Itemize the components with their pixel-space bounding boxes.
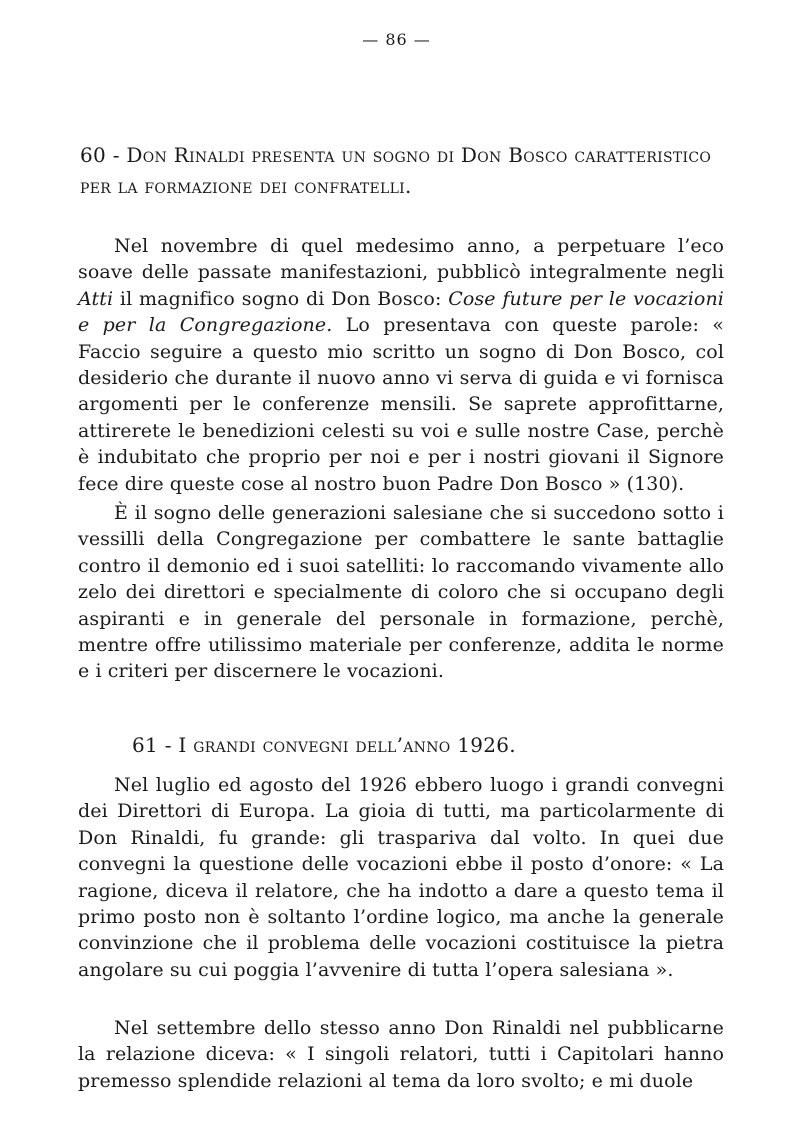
paragraph-text: il magnifico sogno di Don Bosco: <box>113 287 449 310</box>
paragraph-4 <box>78 1015 724 1094</box>
section-number: 60 - <box>80 143 127 167</box>
paragraph-text: È il sogno delle generazioni salesiane che si succedono sotto i vessilli della Congregazione per combattere le sante battaglie contro il demonio ed i suoi satelliti: lo raccomando vivamente allo zelo dei direttori e specialmente di coloro che si occupano degli aspiranti e in generale del personale in formazione, perchè, mentre offre utilissimo materiale per conferenze, addita le norme e i criteri per discernere le vocazioni. <box>78 502 724 683</box>
paragraph-text: Nel luglio ed agosto del 1926 ebbero luogo i grandi convegni dei Direttori di Europa. La gioia di tutti, ma particolarmente di Don Rinaldi, fu grande: gli traspariva dal volto. In quei due convegni la questione delle vocazioni ebbe il posto d’onore: « La ragione, diceva il relatore, che ha indotto a dare a questo tema il primo posto non è soltanto l’ordine logico, ma anche la generale convinzione che il problema delle vocazioni costituisce la pietra angolare su cui poggia l’avvenire di tutta l’opera salesiana ». <box>78 774 724 981</box>
paragraph-3 <box>78 772 724 983</box>
italic-text: Cose future per le vocazioni e per la Congregazione. <box>78 287 724 337</box>
section-title: I grandi convegni dell’anno 1926. <box>178 733 516 757</box>
paragraph-text: Lo presentava con queste parole: « Faccio seguire a questo mio scritto un sogno di Don Bosco, col desiderio che durante il nuovo anno vi serva di guida e vi fornisca argomenti per le conferenze mensili. Se saprete approfittarne, attirerete le benedizioni celesti su voi e sulle nostre Case, perchè è indubitato che proprio per noi e per i nostri giovani il Signore fece dire queste cose al nostro buon Padre Don Bosco » (130). <box>78 314 724 495</box>
paragraph-2 <box>78 500 724 685</box>
section-heading-61 <box>132 730 732 761</box>
paragraph-text: Nel settembre dello stesso anno Don Rinaldi nel pubblicarne la relazione diceva: « I singoli relatori, tutti i Capitolari hanno premesso splendide relazioni al tema da loro svolto; e mi duole <box>78 1017 724 1092</box>
section-title: Don Rinaldi presenta un sogno di Don Bosco caratteristico per la formazione dei confratelli. <box>80 143 712 198</box>
paragraph-1 <box>78 233 724 497</box>
section-heading-60 <box>80 140 725 202</box>
italic-text: Atti <box>78 287 114 310</box>
section-number: 61 - <box>132 733 179 757</box>
paragraph-text: Nel novembre di quel medesimo anno, a perpetuare l’eco soave delle passate manifestazioni, pubblicò integralmente negli <box>78 235 724 284</box>
page-number: — 86 — <box>362 30 431 49</box>
